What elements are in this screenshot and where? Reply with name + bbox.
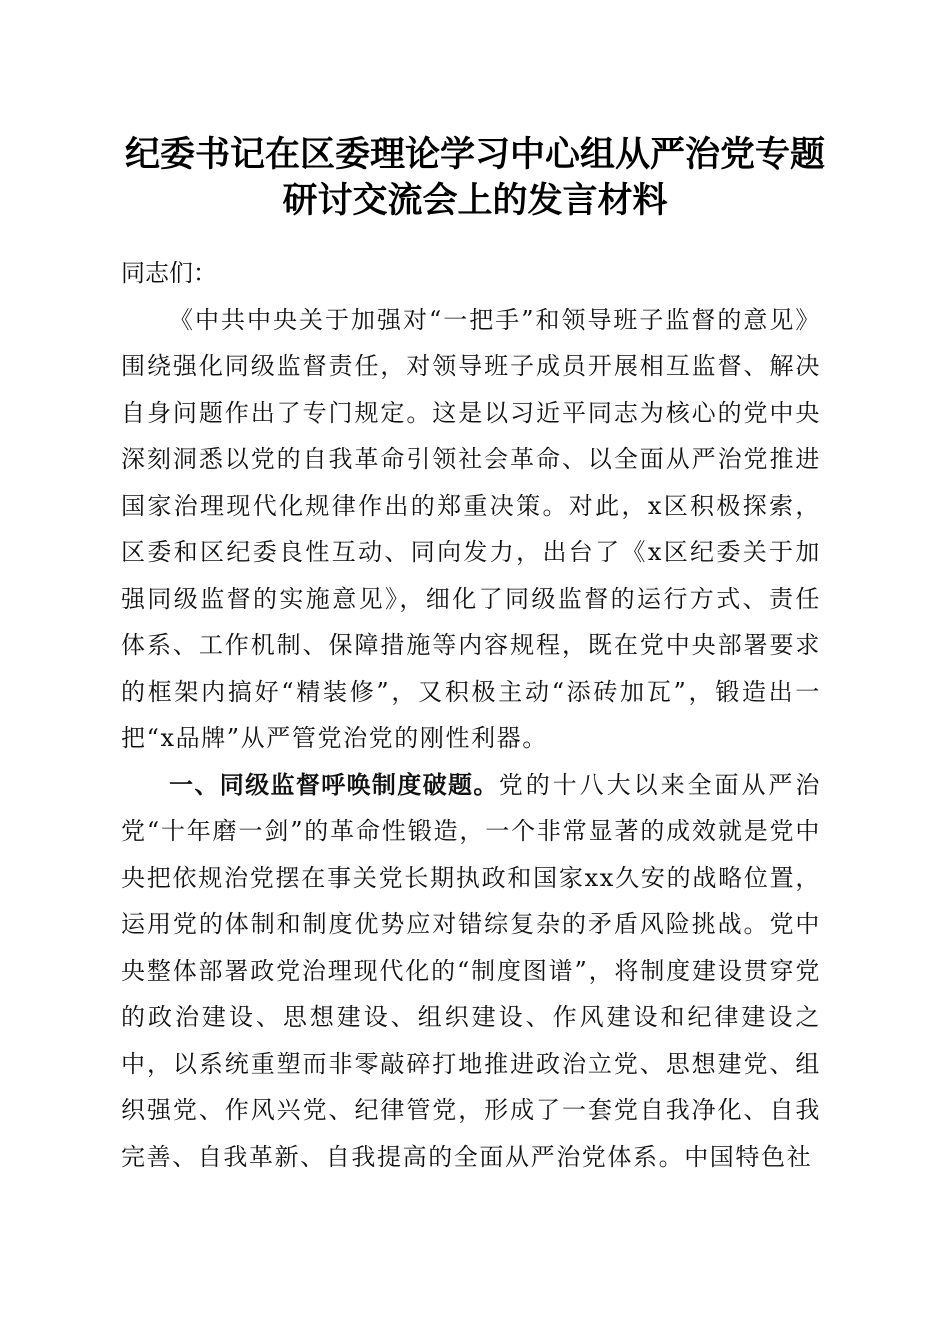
section-1-text: 党的十八大以来全面从严治党“十年磨一剑”的革命性锻造，一个非常显著的成效就是党中央把依规治党摆在事关党长期执政和国家xx久安的战略位置，运用党的体制和制度优势应对错综复杂的矛盾风险挑战。党中央整体部署政党治理现代化的“制度图谱”，将制度建设贯穿党的政治建设、思想建设、组织建设、作风建设和纪律建设之中，以系统重塑而非零敲碎打地推进政治立党、思想建党、组织强党、作风兴党、纪律管党，形成了一套党自我净化、自我完善、自我革新、自我提高的全面从严治党体系。中国特色社: [121, 770, 821, 1171]
paragraph-intro: 《中共中央关于加强对“一把手”和领导班子监督的意见》围绕强化同级监督责任，对领导班子成员开展相互监督、解决自身问题作出了专门规定。这是以习近平同志为核心的党中央深刻洞悉以党的自我革命引领社会革命、以全面从严治党推进国家治理现代化规律作出的郑重决策。对此，x区积极探索，区委和区纪委良性互动、同向发力，出台了《x区纪委关于加强同级监督的实施意见》，细化了同级监督的运行方式、责任体系、工作机制、保障措施等内容规程，既在党中央部署要求的框架内搞好“精装修”，又积极主动“添砖加瓦”，锻造出一把“x品牌”从严管党治党的刚性利器。: [121, 305, 821, 752]
section-1-heading: 一、同级监督呼唤制度破题。: [169, 770, 499, 799]
document-title: [100, 132, 850, 224]
paragraph-section-1: [121, 762, 821, 1181]
title-line-2: 研讨交流会上的发言材料: [282, 180, 668, 221]
title-line-1: 纪委书记在区委理论学习中心组从严治党专题: [124, 134, 825, 175]
document-body: [121, 250, 821, 1180]
salutation: 同志们：: [121, 259, 217, 287]
